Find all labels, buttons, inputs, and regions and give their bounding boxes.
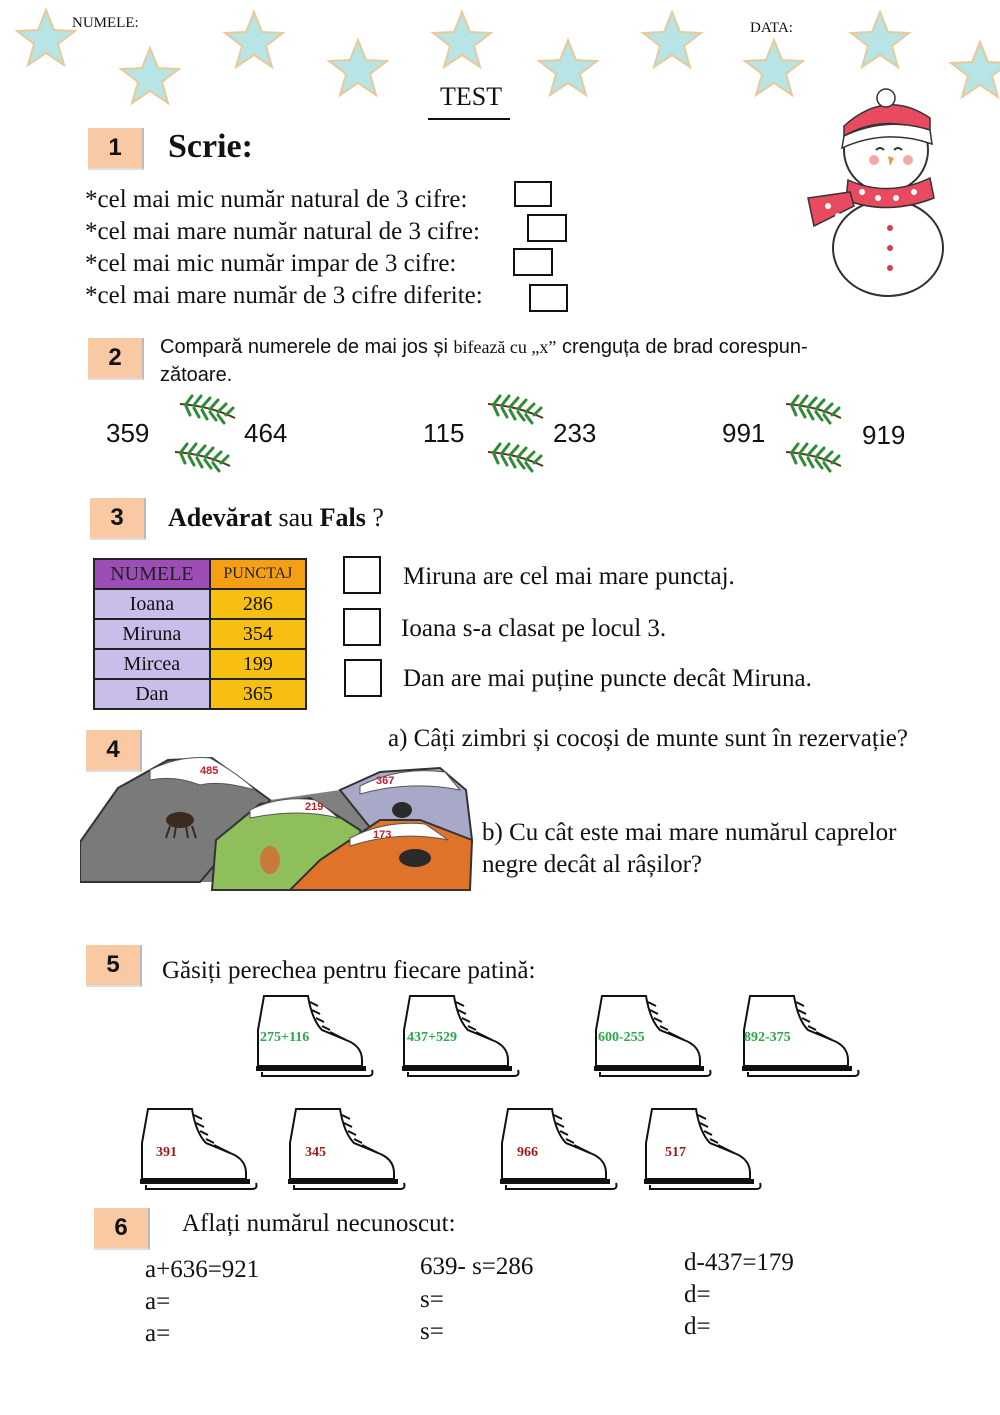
star-icon xyxy=(851,12,909,67)
table-header-row xyxy=(94,559,306,589)
equation-1: a+636=921 xyxy=(145,1256,260,1283)
exercise-2-text-part-2: bifează cu „x” xyxy=(453,337,557,357)
page-title: TEST xyxy=(440,82,503,111)
exercise-3-number: 3 xyxy=(90,498,146,540)
skates-area xyxy=(0,985,1000,1195)
mountain-label-1: 485 xyxy=(200,765,219,777)
equation-2-answer-line-2[interactable]: s= xyxy=(420,1318,444,1345)
statement-3: Dan are mai puține puncte decât Miruna. xyxy=(403,665,812,692)
mountain-label-2: 219 xyxy=(305,801,324,813)
equation-3-answer-line-2[interactable]: d= xyxy=(684,1313,711,1340)
title-underline xyxy=(428,118,510,120)
table-header-name: NUMELE xyxy=(94,559,210,589)
star-icon xyxy=(643,12,701,67)
table-cell-name: Ioana xyxy=(94,589,210,619)
star-icon xyxy=(745,40,803,95)
true-false-box-2[interactable] xyxy=(343,608,381,646)
scores-table xyxy=(93,558,307,710)
exercise-1-title: Scrie: xyxy=(168,128,253,165)
exercise-1-number: 1 xyxy=(88,128,144,170)
star-icon xyxy=(225,12,283,67)
mountains-illustration xyxy=(80,750,480,892)
exercise-3-title-end: ? xyxy=(372,503,384,532)
answer-box-2[interactable] xyxy=(527,214,567,242)
exercise-5-number: 5 xyxy=(86,945,142,987)
equation-3: d-437=179 xyxy=(684,1249,794,1276)
true-false-box-1[interactable] xyxy=(343,556,381,594)
mountain-label-4: 173 xyxy=(373,829,392,841)
exercise-1-line-1: *cel mai mic număr natural de 3 cifre: xyxy=(85,186,468,213)
exercise-1-line-2: *cel mai mare număr natural de 3 cifre: xyxy=(85,218,480,245)
answer-box-4[interactable] xyxy=(529,284,568,312)
answer-box-3[interactable] xyxy=(513,248,553,276)
star-icon xyxy=(329,40,387,95)
skate-expression-2[interactable]: 437+529 xyxy=(407,1030,457,1045)
table-cell-points: 286 xyxy=(210,589,306,619)
compare-right-2: 233 xyxy=(553,418,597,448)
skate-expression-3[interactable]: 600-255 xyxy=(598,1030,645,1045)
skate-expression-1[interactable]: 275+116 xyxy=(260,1030,310,1045)
fir-branch-icon xyxy=(175,396,235,471)
table-row xyxy=(94,619,306,649)
star-icon xyxy=(539,40,597,95)
table-cell-points: 354 xyxy=(210,619,306,649)
exercise-2-text-line-2: zătoare. xyxy=(160,364,233,386)
star-icon xyxy=(121,48,179,103)
table-cell-name: Mircea xyxy=(94,649,210,679)
table-cell-name: Dan xyxy=(94,679,210,709)
table-row xyxy=(94,589,306,619)
snowman-illustration xyxy=(798,88,953,298)
star-icon xyxy=(17,10,75,65)
skate-result-1[interactable]: 391 xyxy=(156,1145,177,1160)
fir-branches[interactable] xyxy=(0,392,1000,482)
exercise-2-text-part-3: crenguța de brad corespun- xyxy=(561,336,808,358)
exercise-5-title: Găsiți perechea pentru fiecare patină: xyxy=(162,957,536,984)
exercise-3-title-false: Fals xyxy=(319,503,366,532)
compare-left-3: 991 xyxy=(722,418,766,448)
exercise-1-line-4: *cel mai mare număr de 3 cifre diferite: xyxy=(85,282,483,309)
exercise-3-title xyxy=(168,503,384,533)
skate-result-3[interactable]: 966 xyxy=(517,1145,538,1160)
star-icon xyxy=(951,42,1000,97)
statement-1: Miruna are cel mai mare punctaj. xyxy=(403,563,735,590)
exercise-4-number: 4 xyxy=(86,730,142,772)
exercise-1-line-3: *cel mai mic număr impar de 3 cifre: xyxy=(85,250,457,277)
exercise-4-question-b-line-1: b) Cu cât este mai mare numărul caprelor xyxy=(482,819,897,846)
exercise-2-text-part-1: Compară numerele de mai jos și xyxy=(160,336,448,358)
compare-right-1: 464 xyxy=(244,418,288,448)
table-row xyxy=(94,649,306,679)
exercise-4-question-b-line-2: negre decât al râșilor? xyxy=(482,851,703,878)
skate-result-2[interactable]: 345 xyxy=(305,1145,326,1160)
exercise-2-number: 2 xyxy=(88,338,144,380)
compare-right-3: 919 xyxy=(862,420,906,450)
table-row xyxy=(94,679,306,709)
exercise-3-title-true: Adevărat xyxy=(168,503,272,532)
equation-1-answer-line-1[interactable]: a= xyxy=(145,1288,171,1315)
fir-branch-icon xyxy=(786,396,841,471)
equation-2: 639- s=286 xyxy=(420,1253,534,1280)
statement-2: Ioana s-a clasat pe locul 3. xyxy=(401,615,667,642)
answer-box-1[interactable] xyxy=(514,181,552,207)
exercise-3-title-mid: sau xyxy=(278,503,314,532)
compare-left-2: 115 xyxy=(423,418,465,448)
table-cell-name: Miruna xyxy=(94,619,210,649)
equation-1-answer-line-2[interactable]: a= xyxy=(145,1320,171,1347)
equation-2-answer-line-1[interactable]: s= xyxy=(420,1286,444,1313)
skate-expression-4[interactable]: 892-375 xyxy=(744,1030,791,1045)
exercise-2-text-line-1 xyxy=(160,336,808,359)
exercise-6-number: 6 xyxy=(94,1208,150,1250)
skate-result-4[interactable]: 517 xyxy=(665,1145,686,1160)
table-cell-points: 365 xyxy=(210,679,306,709)
exercise-4-question-a: a) Câți zimbri și cocoși de munte sunt în rezervație? xyxy=(388,725,908,752)
table-cell-points: 199 xyxy=(210,649,306,679)
mountain-label-3: 367 xyxy=(376,775,395,787)
true-false-box-3[interactable] xyxy=(344,659,382,697)
skate-icon xyxy=(644,1109,761,1189)
equation-3-answer-line-1[interactable]: d= xyxy=(684,1281,711,1308)
exercise-6-title: Aflați numărul necunoscut: xyxy=(182,1210,456,1237)
name-label: NUMELE: xyxy=(72,15,139,31)
table-header-points: PUNCTAJ xyxy=(210,559,306,589)
fir-branch-icon xyxy=(488,396,543,471)
compare-left-1: 359 xyxy=(106,418,150,448)
star-icon xyxy=(433,12,491,67)
date-label: DATA: xyxy=(750,20,793,36)
